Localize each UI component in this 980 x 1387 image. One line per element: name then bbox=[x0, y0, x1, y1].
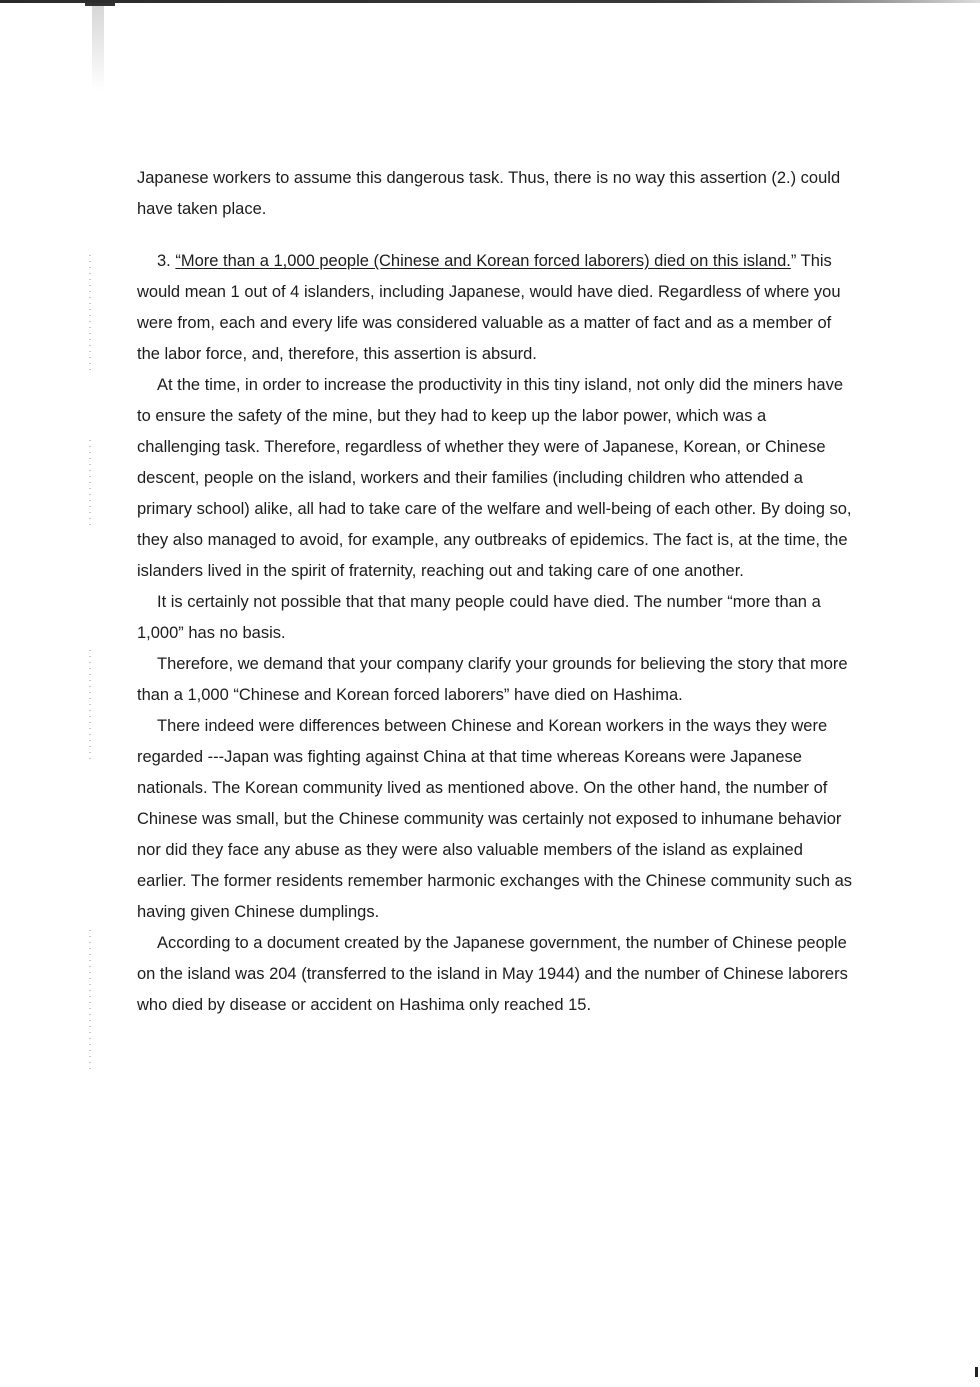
item-3-text: This would mean 1 out of 4 islanders, including Japanese, would have died. Regardless of where you were from, each and every life was considered valuable as a matter of fact and as a member of the labor force, and, therefore, this assertion is absurd. bbox=[137, 252, 841, 363]
margin-binding-dots bbox=[89, 930, 91, 1070]
item-3-paragraph bbox=[137, 246, 853, 370]
scan-edge-mark bbox=[975, 1367, 978, 1377]
quoted-claim-text: More than a 1,000 people (Chinese and Korean forced laborers) died on this island. bbox=[180, 252, 791, 270]
scan-smudge bbox=[92, 6, 104, 91]
margin-binding-dots bbox=[89, 440, 91, 530]
document-body bbox=[137, 163, 853, 1021]
item-number: 3. bbox=[157, 252, 176, 270]
quote-mark: ” bbox=[790, 252, 797, 270]
margin-binding-dots bbox=[89, 255, 91, 375]
quoted-claim bbox=[175, 252, 790, 270]
lead-in-paragraph: Japanese workers to assume this dangerous task. Thus, there is no way this assertion (2.) could have taken place. bbox=[137, 169, 841, 218]
paragraph-productivity: At the time, in order to increase the productivity in this tiny island, not only did the miners have to ensure the safety of the mine, but they had to keep up the labor power, which was a challenging task. Therefore, regardless of whether they were of Japanese, Korean, or Chinese descent, people on the island, workers and their families (including children who attended a primary school) alike, all had to take care of the welfare and well-being of each other. By doing so, they also managed to avoid, for example, any outbreaks of epidemics. The fact is, at the time, the islanders lived in the spirit of fraternity, reaching out and taking care of one another. bbox=[137, 376, 852, 580]
paragraph-not-possible: It is certainly not possible that that many people could have died. The number “more than a 1,000” has no basis. bbox=[137, 593, 821, 642]
paragraph-differences: There indeed were differences between Chinese and Korean workers in the ways they were regarded ---Japan was fighting against China at that time whereas Koreans were Japanese nationals. The Korean community lived as mentioned above. On the other hand, the number of Chinese was small, but the Chinese community was certainly not exposed to inhumane behavior nor did they face any abuse as they were also valuable members of the island as explained earlier. The former residents remember harmonic exchanges with the Chinese community such as having given Chinese dumplings. bbox=[137, 717, 853, 921]
margin-binding-dots bbox=[89, 650, 91, 760]
paragraph-demand: Therefore, we demand that your company clarify your grounds for believing the story that more than a 1,000 “Chinese and Korean forced laborers” have died on Hashima. bbox=[137, 655, 848, 704]
paragraph-government-document: According to a document created by the Japanese government, the number of Chinese people on the island was 204 (transferred to the island in May 1944) and the number of Chinese laborers who died by disease or accident on Hashima only reached 15. bbox=[137, 934, 848, 1014]
scan-top-edge bbox=[0, 0, 980, 3]
quote-mark: “ bbox=[175, 252, 181, 270]
